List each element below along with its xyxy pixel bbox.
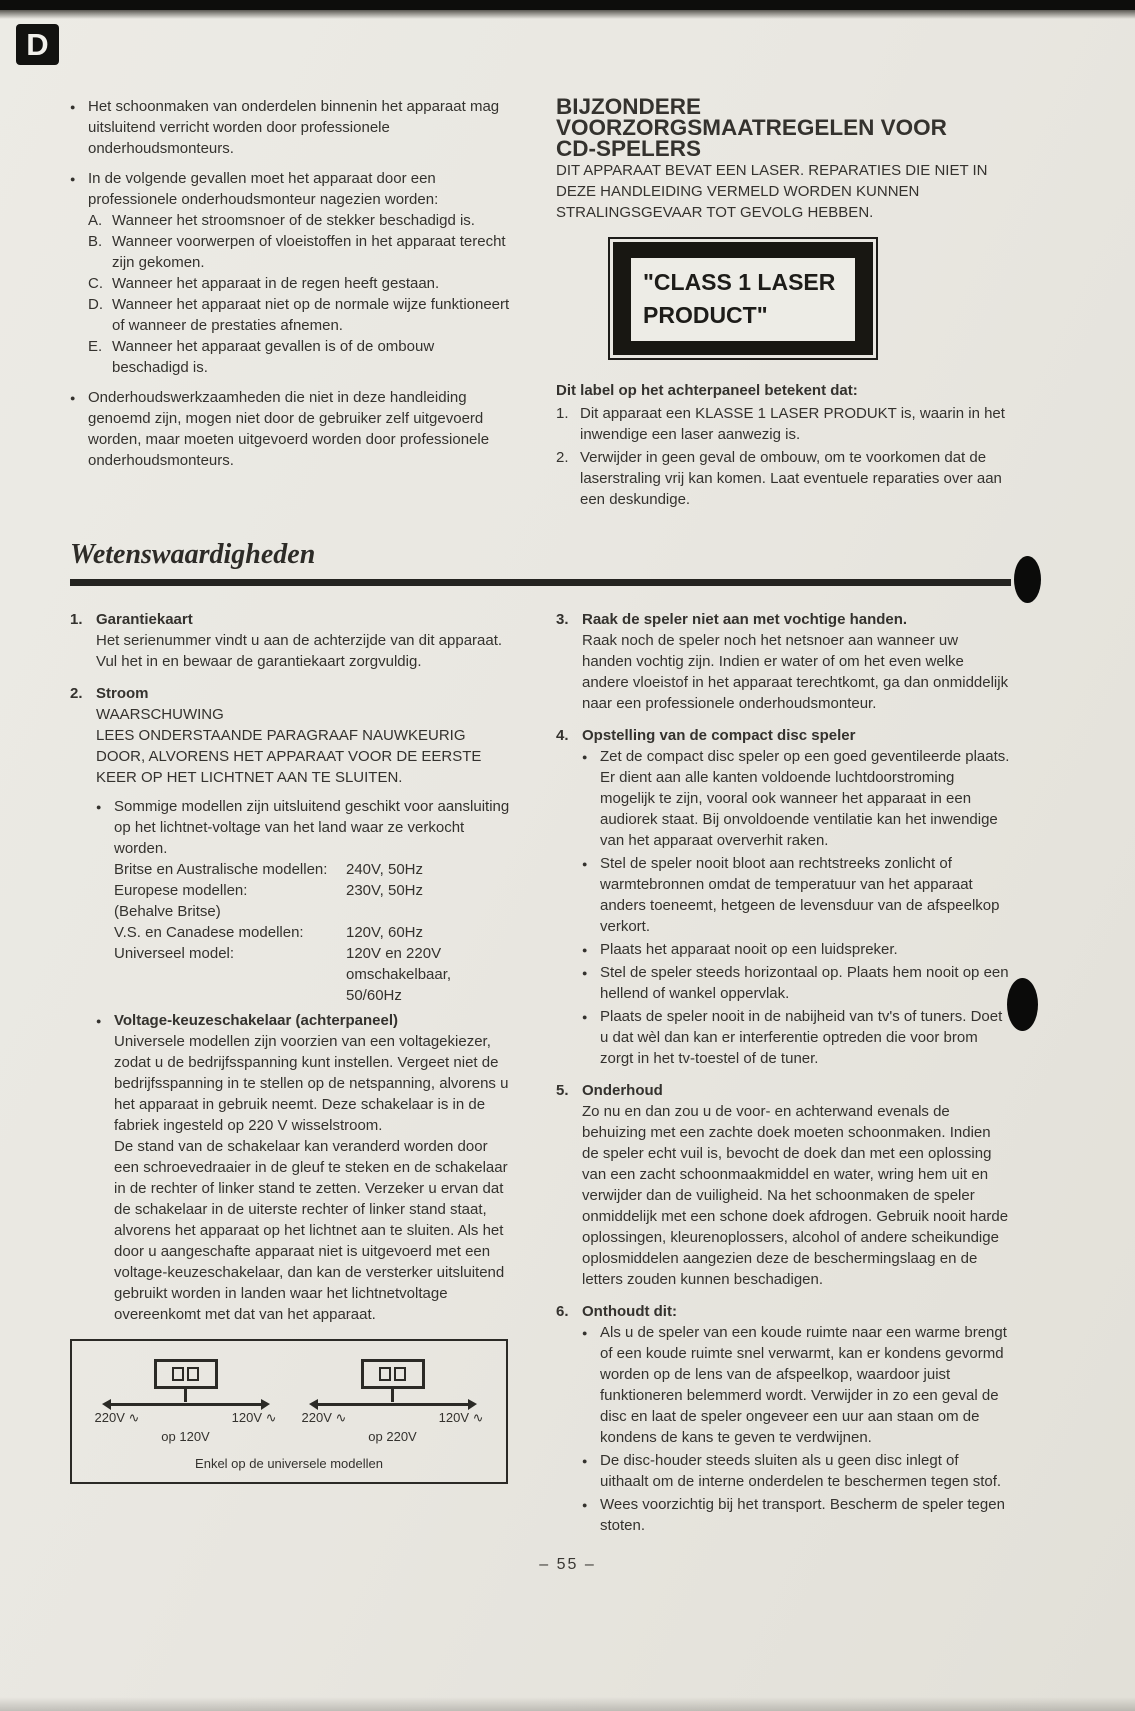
bullet-text: Zet de compact disc speler op een goed geventileerde plaats. Er dient aan alle kanten voldoende luchtdoorstroming mogelijk te zijn, vooral ook wanneer het apparaat in een audiorek staat. Bij onvoldoende ventilatie kan het inwendige van het apparaat oververhit raken.: [600, 748, 1010, 849]
item-1-garantiekaart: [70, 609, 511, 672]
class1-laser-label-frame: [613, 242, 873, 355]
laser-note-number: 2.: [556, 449, 569, 466]
bullet-icon: ●: [582, 859, 588, 869]
voltage-value: 240V, 50Hz: [346, 861, 424, 878]
switch-caption: op 220V: [368, 1429, 417, 1444]
item-number: 1.: [70, 611, 83, 628]
top-section: [70, 96, 1011, 512]
voltage-row: [96, 943, 511, 964]
voltage-value: omschakelbaar,: [346, 966, 452, 983]
switch-knob-icon: [379, 1367, 391, 1381]
voltage-model: [114, 985, 346, 1006]
main-section: [70, 609, 1011, 1547]
subitem-text: Wanneer het apparaat in de regen heeft gestaan.: [112, 275, 440, 292]
item-body: [582, 1080, 1011, 1290]
safety-subitem-b: [70, 231, 511, 273]
switch-knob-icon: [187, 1367, 199, 1381]
bullet-icon: ●: [70, 393, 76, 403]
item-heading: Opstelling van de compact disc speler: [582, 727, 856, 744]
bullet-icon: ●: [582, 752, 588, 762]
item-paragraph: Het serienummer vindt u aan de achterzijde van dit apparaat. Vul het in en bewaar de garantiekaart zorgvuldig.: [96, 632, 503, 670]
bullet-icon: ●: [70, 102, 76, 112]
safety-subitem-e: [70, 336, 511, 378]
voltage-model: [114, 964, 346, 985]
laser-label-intro: Dit label op het achterpaneel betekent dat:: [556, 382, 858, 399]
diagram-row: [82, 1359, 496, 1445]
bullet-icon: ●: [96, 1016, 102, 1026]
voltage-label-left: 220V ∿: [94, 1410, 140, 1425]
binding-mark-1: [1014, 556, 1041, 603]
laser-precautions-column: [556, 96, 1011, 512]
laser-note-2: [556, 447, 1011, 510]
language-badge-d: D: [16, 24, 59, 65]
selector-diagram-120v: [91, 1359, 281, 1445]
warning-label: WAARSCHUWING: [96, 706, 224, 723]
voltage-range-arrow-icon: [318, 1403, 468, 1406]
item-heading: Raak de speler niet aan met vochtige handen.: [582, 611, 908, 628]
voltage-switch-icon: [154, 1359, 218, 1389]
bullet-icon: ●: [70, 174, 76, 184]
stroom-bullet-2-heading: Voltage-keuzeschakelaar (achterpaneel): [114, 1012, 399, 1029]
subitem-text: Wanneer het apparaat gevallen is of de ombouw beschadigd is.: [112, 338, 435, 376]
bullet-icon: ●: [582, 945, 588, 955]
voltage-value: 230V, 50Hz: [346, 882, 424, 899]
voltage-model: V.S. en Canadese modellen:: [114, 924, 304, 941]
safety-subitem-c: [70, 273, 511, 294]
voltage-range-arrow-icon: [111, 1403, 261, 1406]
item-6-onthoudt-dit: [556, 1301, 1011, 1536]
voltage-row: [96, 985, 511, 1006]
voltage-label-right: 120V ∿: [231, 1410, 277, 1425]
voltage-value: 50/60Hz: [346, 987, 402, 1004]
laser-note-text: Dit apparaat een KLASSE 1 LASER PRODUKT is, waarin in het inwendige een laser aanwezig is.: [580, 405, 1005, 443]
item-paragraph: Zo nu en dan zou u de voor- en achterwand evenals de behuizing met een zachte doek moeten schoonmaken. Indien de speler echt vuil is, bevocht de doek dan met een oplossing van een zacht schoonmaakmiddel en water, wring hem uit en verwijder dan de vuiligheid. Na het schoonmaken de speler onmiddelijk met een schone doek afdrogen. Gebruik nooit harde oplossingen, kleurenoplossers, alcohol of andere scheikundige oplosmiddelen aangezien deze de beschermingslaag en de letters zouden kunnen beschadigen.: [582, 1103, 1009, 1288]
voltage-model: Britse en Australische modellen:: [114, 861, 328, 878]
item-2-stroom: [70, 683, 511, 1325]
onthoudt-bullet: [582, 1450, 1011, 1492]
item-paragraph: Raak noch de speler noch het netsnoer aan wanneer uw handen vochtig zijn. Indien er water of om het even welke andere vloeistof in het apparaat terechtkomt, ga dan onmiddelijk naar een professionele onderhoudsmonteur.: [582, 632, 1009, 712]
voltage-model: Europese modellen:: [114, 882, 248, 899]
opstelling-bullet: [582, 939, 1011, 960]
section-header: [70, 539, 1011, 586]
voltage-model: Universeel model:: [114, 945, 235, 962]
opstelling-bullet: [582, 1006, 1011, 1069]
item-3-vochtige-handen: [556, 609, 1011, 714]
safety-bullet-1: [70, 96, 511, 159]
class1-laser-label-text: "CLASS 1 LASER PRODUCT": [631, 258, 855, 341]
item-heading: Stroom: [96, 685, 149, 702]
item-number: 6.: [556, 1303, 569, 1320]
safety-bullet-3: [70, 387, 511, 471]
laser-warning-text: DIT APPARAAT BEVAT EEN LASER. REPARATIES DIE NIET IN DEZE HANDLEIDING VERMELD WORDEN KUNNEN STRALINGSGEVAAR TOT GEVOLG HEBBEN.: [556, 162, 988, 221]
switch-caption: op 120V: [161, 1429, 210, 1444]
bullet-text: Stel de speler steeds horizontaal op. Plaats hem nooit op een hellend of wankel oppervlak.: [600, 964, 1009, 1002]
subitem-text: Wanneer het stroomsnoer of de stekker beschadigd is.: [112, 212, 475, 229]
voltage-label-left: 220V ∿: [301, 1410, 347, 1425]
laser-note-1: [556, 403, 1011, 445]
laser-note-number: 1.: [556, 405, 569, 422]
bullet-icon: ●: [582, 1500, 588, 1510]
voltage-value: 120V, 60Hz: [346, 924, 424, 941]
item-body: [582, 725, 1011, 1069]
subitem-label: C.: [88, 275, 103, 292]
bullet-icon: ●: [582, 1328, 588, 1338]
voltage-row: [96, 922, 511, 943]
stroom-bullet-1: [96, 796, 511, 859]
switch-labels: [95, 1409, 277, 1426]
switch-knob-icon: [394, 1367, 406, 1381]
bullet-text: Als u de speler van een koude ruimte naar een warme brengt of een koude ruimte snel verwarmt, kan er kondens gevormd worden op de lens van de afspeelkop, waardoor juist funktioneren belemmerd wordt. Verwijder in zo een geval de disc en laat de speler ongeveer een uur aan staan om de kondens de kans te geven te verdwijnen.: [600, 1324, 1007, 1446]
item-number: 4.: [556, 727, 569, 744]
safety-notes-column: [70, 96, 511, 512]
section-divider-bar: [70, 579, 1011, 586]
voltage-row: [96, 859, 511, 880]
binding-mark-2: [1007, 978, 1038, 1031]
switch-stem: [184, 1389, 187, 1402]
item-4-opstelling: [556, 725, 1011, 1069]
bullet-text: Wees voorzichtig bij het transport. Bescherm de speler tegen stoten.: [600, 1496, 1005, 1534]
voltage-value: [346, 901, 511, 922]
subitem-text: Wanneer voorwerpen of vloeistoffen in het apparaat terecht zijn gekomen.: [112, 233, 506, 271]
opstelling-bullet: [582, 746, 1011, 851]
safety-subitem-d: [70, 294, 511, 336]
item-heading: Onderhoud: [582, 1082, 663, 1099]
subitem-label: A.: [88, 212, 103, 229]
bullet-text: Stel de speler nooit bloot aan rechtstreeks zonlicht of warmtebronnen omdat de temperatuur van het apparaat anders toeneemt, hetgeen de levensduur van de afspeelkop verkort.: [600, 855, 1000, 935]
laser-note-text: Verwijder in geen geval de ombouw, om te voorkomen dat de laserstraling vrij kan komen. Laat eventuele reparaties over aan een deskundige.: [580, 449, 1002, 508]
scan-edge-bottom: [0, 1697, 1135, 1711]
bullet-icon: ●: [582, 968, 588, 978]
voltage-value: 120V en 220V: [346, 945, 442, 962]
warning-paragraph: LEES ONDERSTAANDE PARAGRAAF NAUWKEURIG DOOR, ALVORENS HET APPARAAT VOOR DE EERSTE KEER OP HET LICHTNET AAN TE SLUITEN.: [96, 727, 482, 786]
safety-bullet-2: [70, 168, 511, 210]
onthoudt-bullet: [582, 1322, 1011, 1448]
bullet-icon: ●: [582, 1456, 588, 1466]
item-body: [96, 683, 511, 1325]
stroom-bullet-1-text: Sommige modellen zijn uitsluitend geschikt voor aansluiting op het lichtnet-voltage van het land waar ze verkocht worden.: [114, 798, 510, 857]
subitem-label: B.: [88, 233, 103, 250]
scan-edge-top-fade: [0, 10, 1135, 19]
page-number: – 55 –: [539, 1556, 596, 1573]
switch-labels: [302, 1409, 484, 1426]
onthoudt-bullet: [582, 1494, 1011, 1536]
scan-edge-top: [0, 0, 1135, 10]
voltage-switch-icon: [361, 1359, 425, 1389]
bullet-text: Plaats het apparaat nooit op een luidspreker.: [600, 941, 898, 958]
switch-knob-icon: [172, 1367, 184, 1381]
item-number: 3.: [556, 611, 569, 628]
subitem-label: E.: [88, 338, 103, 355]
item-number: 2.: [70, 685, 83, 702]
safety-bullet-1-text: Het schoonmaken van onderdelen binnenin het apparaat mag uitsluitend verricht worden door professionele onderhoudsmonteurs.: [88, 98, 500, 157]
item-5-onderhoud: [556, 1080, 1011, 1290]
item-body: [582, 1301, 1011, 1536]
selector-diagram-220v: [298, 1359, 488, 1445]
section-title: Wetenswaardigheden: [70, 539, 316, 570]
main-right-column: [556, 609, 1011, 1547]
bullet-icon: ●: [96, 802, 102, 812]
safety-subitem-a: [70, 210, 511, 231]
safety-bullet-3-text: Onderhoudswerkzaamheden die niet in deze handleiding genoemd zijn, mogen niet door de gebruiker zelf uitgevoerd worden, maar moeten uitgevoerd worden door professionele onderhoudsmonteurs.: [88, 389, 490, 469]
voltage-row: [96, 964, 511, 985]
voltage-model: (Behalve Britse): [114, 903, 221, 920]
diagram-caption: Enkel op de universele modellen: [195, 1456, 383, 1471]
item-body: [96, 609, 511, 672]
subitem-label: D.: [88, 296, 103, 313]
safety-bullet-2-intro: In de volgende gevallen moet het apparaat door een professionele onderhoudsmonteur nagezien worden:: [88, 170, 439, 208]
voltage-row: [96, 880, 511, 901]
voltage-selector-diagram: [70, 1339, 508, 1484]
bullet-text: Plaats de speler nooit in de nabijheid van tv's of tuners. Doet u dat wèl dan kan er interferentie optreden die voor brom zorgt in het tv-toestel of de tuner.: [600, 1008, 1003, 1067]
opstelling-bullet: [582, 853, 1011, 937]
voltage-label-right: 120V ∿: [438, 1410, 484, 1425]
bullet-text: De disc-houder steeds sluiten als u geen disc inlegt of uithaalt om de interne onderdelen te beschermen tegen stof.: [600, 1452, 1002, 1490]
item-body: [582, 609, 1011, 714]
item-heading: Onthoudt dit:: [582, 1303, 677, 1320]
item-heading: Garantiekaart: [96, 611, 193, 628]
class1-laser-label: [608, 237, 878, 360]
page-content: [70, 96, 1011, 1547]
laser-section-heading: BIJZONDERE VOORZORGSMAATREGELEN VOOR CD-SPELERS: [556, 94, 947, 161]
opstelling-bullet: [582, 962, 1011, 1004]
stroom-bullet-2: [96, 1010, 511, 1031]
item-number: 5.: [556, 1082, 569, 1099]
bullet-icon: ●: [582, 1012, 588, 1022]
voltage-selector-paragraph-1: Universele modellen zijn voorzien van een voltagekiezer, zodat u de bedrijfsspanning kunt instellen. Vergeet niet de bedrijfsspanning in te stellen op de netspanning, alvorens u het apparaat in gebruik neemt. Deze schakelaar is in de fabriek ingesteld op 220 V wisselstroom.: [114, 1033, 509, 1134]
main-left-column: [70, 609, 511, 1547]
voltage-row: [96, 901, 511, 922]
switch-stem: [391, 1389, 394, 1402]
voltage-selector-paragraph-2: De stand van de schakelaar kan veranderd worden door een schroevedraaier in de gleuf te steken en de schakelaar in de rechter of linker stand te zetten. Verzeker u ervan dat de schakelaar in de uiterste rechter of linker stand staat, alvorens het apparaat op het lichtnet aan te sluiten. Als het door u aangeschafte apparaat niet is uitgevoerd met een voltage-keuzeschakelaar, dan kan de versterker uitsluitend gebruikt worden in landen waar het lichtnetvoltage overeenkomt met dat van het apparaat.: [114, 1138, 508, 1323]
subitem-text: Wanneer het apparaat niet op de normale wijze funktioneert of wanneer de prestaties afnemen.: [112, 296, 510, 334]
